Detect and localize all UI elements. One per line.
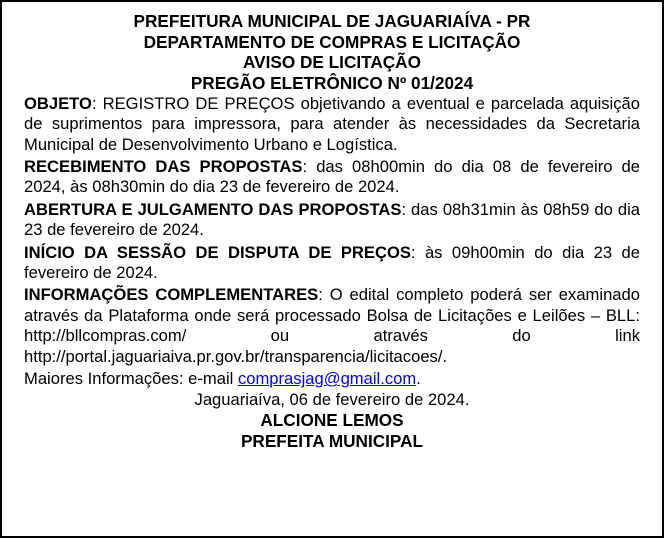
section-recebimento [24,157,640,198]
signer-name: ALCIONE LEMOS [260,409,404,430]
signer-title: PREFEITA MUNICIPAL [240,430,424,451]
section-informacoes-label: INFORMAÇÕES COMPLEMENTARES [24,285,319,305]
section-inicio-text: : às 09h00min do dia 23 de fevereiro de 2024. [24,242,640,283]
section-abertura-label: ABERTURA E JULGAMENTO DAS PROPOSTAS [24,199,402,219]
section-recebimento-label: RECEBIMENTO DAS PROPOSTAS [24,157,303,177]
section-objeto [24,94,640,155]
signature-block [24,410,640,452]
header-process-number: PREGÃO ELETRÔNICO Nº 01/2024 [190,73,474,94]
header-notice-type: AVISO DE LICITAÇÃO [243,52,421,73]
section-informacoes-text: : O edital completo poderá ser examinado através da Plataforma onde será processado Bolsa de Licitações e Leilões – BLL: http://bllcompras.com/ ou através do link http://portal.jaguariaiva.pr.gov.br/transparencia/licitacoes/. [24,285,640,366]
place-date: Jaguariaíva, 06 de fevereiro de 2024. [194,389,470,409]
section-informacoes [24,285,640,367]
section-recebimento-text: : das 08h00min do dia 08 de fevereiro de 2024, às 08h30min do dia 23 de fevereiro de 2024. [24,157,640,197]
notice-header [24,11,640,94]
header-department: DEPARTAMENTO DE COMPRAS E LICITAÇÃO [143,31,521,52]
email-link[interactable]: comprasjag@gmail.com [237,369,417,389]
header-municipality: PREFEITURA MUNICIPAL DE JAGUARIAÍVA - PR [133,11,531,31]
section-objeto-label: OBJETO [24,93,92,113]
section-inicio-label: INÍCIO DA SESSÃO DE DISPUTA DE PREÇOS [24,242,411,262]
contact-suffix: . [416,369,421,389]
contact-prefix: Maiores Informações: e-mail [24,369,238,389]
section-objeto-text: : REGISTRO DE PREÇOS objetivando a eventual e parcelada aquisição de suprimentos para impressora, para atender às necessidades da Secretaria Municipal de Desenvolvimento Urbano e Logística. [24,93,640,154]
contact-line [24,369,640,389]
section-abertura-text: : das 08h31min às 08h59 do dia 23 de fevereiro de 2024. [24,199,640,240]
section-abertura [24,200,640,241]
section-inicio [24,243,640,284]
